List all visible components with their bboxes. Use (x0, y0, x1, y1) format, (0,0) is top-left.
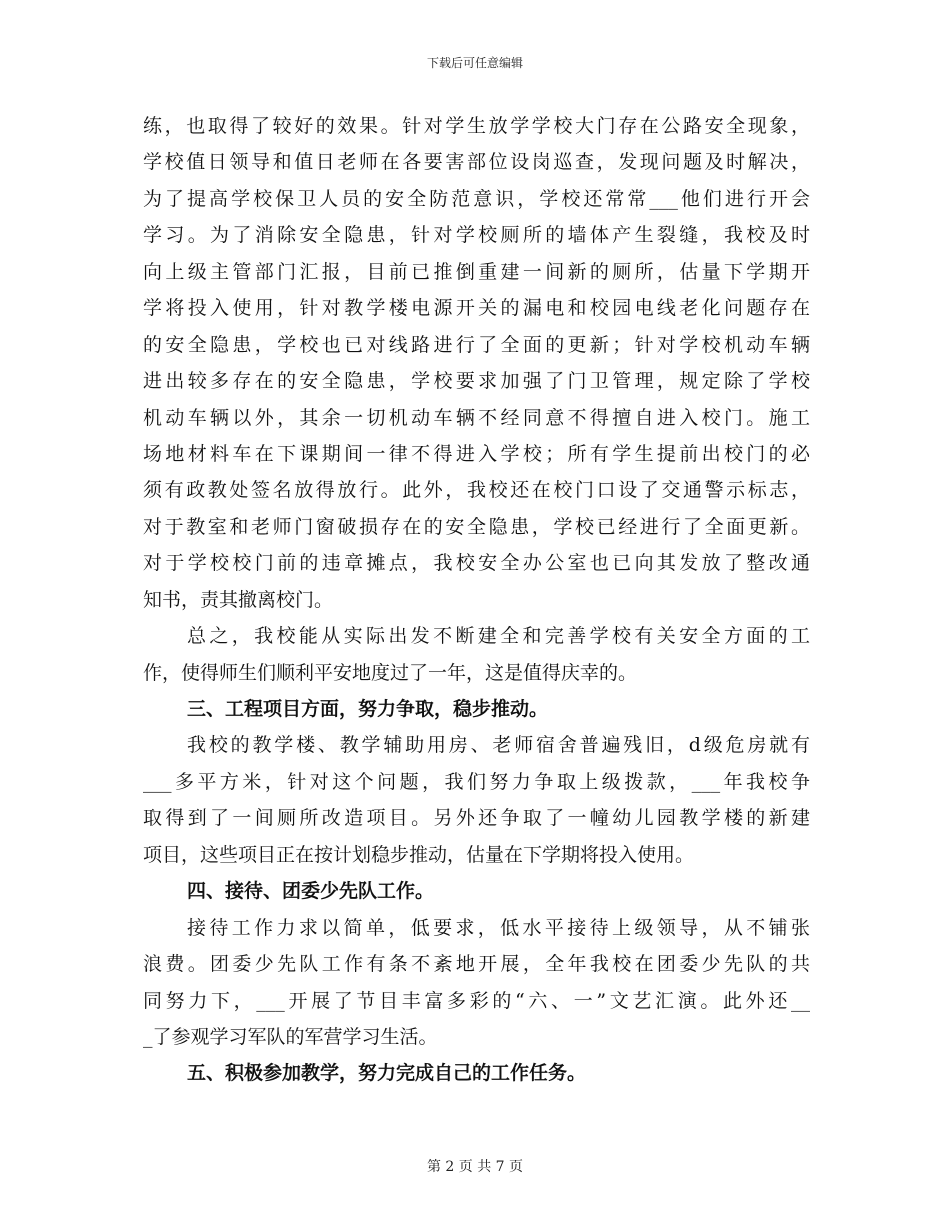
text-line: _了参观学习军队的军营学习生活。 (143, 1025, 438, 1048)
text-line: 对于学校校门前的违章摊点，我校安全办公室也已向其发放了整改通 (143, 552, 810, 575)
text-line: 练，也取得了较好的效果。针对学生放学学校大门存在公路安全现象， (143, 115, 810, 137)
text-line: 场地材料车在下课期间一律不得进入学校；所有学生提前出校门的必 (143, 442, 810, 465)
text-line: 学校值日领导和值日老师在各要害部位设岗巡查，发现问题及时解决， (143, 151, 810, 174)
text-line: ___多平方米，针对这个问题，我们努力争取上级拨款，___年我校争 (143, 770, 810, 793)
text-line: 浪费。团委少先队工作有条不紊地开展，全年我校在团委少先队的共 (143, 953, 810, 976)
paragraph-first-line: 总之，我校能从实际出发不断建全和完善学校有关安全方面的工 (187, 625, 810, 648)
text-line: 作，使得师生们顺利平安地度过了一年，这是值得庆幸的。 (143, 661, 638, 684)
document-body (143, 108, 810, 1092)
section-heading: 五、积极参加教学，努力完成自己的工作任务。 (187, 1062, 587, 1085)
text-line: 向上级主管部门汇报，目前已推倒重建一间新的厕所，估量下学期开 (143, 260, 810, 283)
text-line: 对于教室和老师门窗破损存在的安全隐患，学校已经进行了全面更新。 (143, 515, 810, 538)
section-heading: 四、接待、团委少先队工作。 (187, 880, 435, 903)
text-line: 学习。为了消除安全隐患，针对学校厕所的墙体产生裂缝，我校及时 (143, 224, 810, 247)
text-line: 机动车辆以外，其余一切机动车辆不经同意不得擅自进入校门。施工 (143, 406, 810, 429)
page-header: 下载后可任意编辑 (426, 56, 523, 70)
section-heading: 三、工程项目方面，努力争取，稳步推动。 (187, 698, 549, 720)
text-line: 项目，这些项目正在按计划稳步推动，估量在下学期将投入使用。 (143, 843, 695, 866)
paragraph-first-line: 我校的教学楼、教学辅助用房、老师宿舍普遍残旧，d级危房就有 (187, 734, 810, 757)
text-line: 同努力下，___开展了节目丰富多彩的“六、一”文艺汇演。此外还__ (143, 989, 810, 1012)
text-line: 进出较多存在的安全隐患，学校要求加强了门卫管理，规定除了学校 (143, 370, 810, 393)
text-line: 知书，责其撤离校门。 (143, 588, 334, 611)
page-footer: 第 2 页 共 7 页 (426, 1159, 524, 1175)
text-line: 学将投入使用，针对教学楼电源开关的漏电和校园电线老化问题存在 (143, 297, 810, 320)
text-line: 取得到了一间厕所改造项目。另外还争取了一幢幼儿园教学楼的新建 (143, 807, 810, 830)
text-line: 须有政教处签名放得放行。此外，我校还在校门口设了交通警示标志， (143, 479, 810, 502)
text-line: 为了提高学校保卫人员的安全防范意识，学校还常常___他们进行开会 (143, 187, 810, 210)
text-line: 的安全隐患，学校也已对线路进行了全面的更新；针对学校机动车辆 (143, 333, 810, 356)
paragraph-first-line: 接待工作力求以简单，低要求，低水平接待上级领导，从不铺张 (187, 916, 810, 939)
